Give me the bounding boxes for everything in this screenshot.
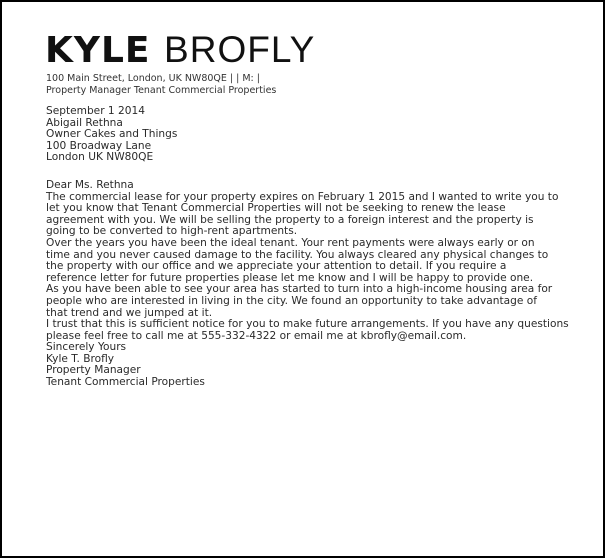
paragraph-3-line: that trend and we jumped at it. <box>46 306 213 319</box>
letter-body <box>46 106 576 389</box>
letter-date: September 1 2014 <box>46 105 145 117</box>
paragraph-1-line: agreement with you. We will be selling the property to a foreign interest and the property is <box>46 213 534 226</box>
paragraph-3 <box>46 284 576 319</box>
sender-contact-block <box>46 73 276 97</box>
paragraph-4-line: I trust that this is sufficient notice for you to make future arrangements. If you have any questions <box>46 318 569 331</box>
signature-name: Kyle T. Brofly <box>46 352 115 365</box>
paragraph-3-line: people who are interested in living in the city. We found an opportunity to take advantage of <box>46 294 537 307</box>
paragraph-1-line: going to be converted to high-rent apartments. <box>46 225 298 238</box>
sender-title-line: Property Manager Tenant Commercial Properties <box>46 85 277 96</box>
sender-first-name: KYLE <box>45 30 151 71</box>
paragraph-4-line: please feel free to call me at 555-332-4322 or email me at kbrofly@email.com. <box>46 329 467 342</box>
signature-company: Tenant Commercial Properties <box>46 376 205 389</box>
closing: Sincerely Yours <box>46 341 127 354</box>
paragraph-2-line: the property with our office and we appreciate your attention to detail. If you require a <box>46 260 507 273</box>
paragraph-1 <box>46 192 576 238</box>
paragraph-1-line: The commercial lease for your property expires on February 1 2015 and I wanted to write you to <box>46 190 559 203</box>
paragraph-2 <box>46 238 576 284</box>
sender-last-name: BROFLY <box>164 29 316 70</box>
sender-name <box>45 30 315 71</box>
recipient-block <box>46 106 576 164</box>
signature-title: Property Manager <box>46 364 141 377</box>
paragraph-1-line: let you know that Tenant Commercial Properties will not be seeking to renew the lease <box>46 202 506 215</box>
paragraph-2-line: reference letter for future properties please let me know and I will be happy to provide one. <box>46 271 534 284</box>
paragraph-3-line: As you have been able to see your area has started to turn into a high-income housing area for <box>46 283 553 296</box>
paragraph-4 <box>46 319 576 342</box>
sender-contact-line: 100 Main Street, London, UK NW80QE | | M: | <box>46 73 260 84</box>
recipient-city: London UK NW80QE <box>46 151 154 164</box>
recipient-street: 100 Broadway Lane <box>46 139 152 152</box>
recipient-position: Owner Cakes and Things <box>46 128 178 141</box>
paragraph-2-line: Over the years you have been the ideal tenant. Your rent payments were always early or on <box>46 236 535 249</box>
paragraph-2-line: time and you never caused damage to the facility. You always cleared any physical changes to <box>46 248 549 261</box>
salutation: Dear Ms. Rethna <box>46 178 134 191</box>
recipient-name: Abigail Rethna <box>46 116 123 129</box>
